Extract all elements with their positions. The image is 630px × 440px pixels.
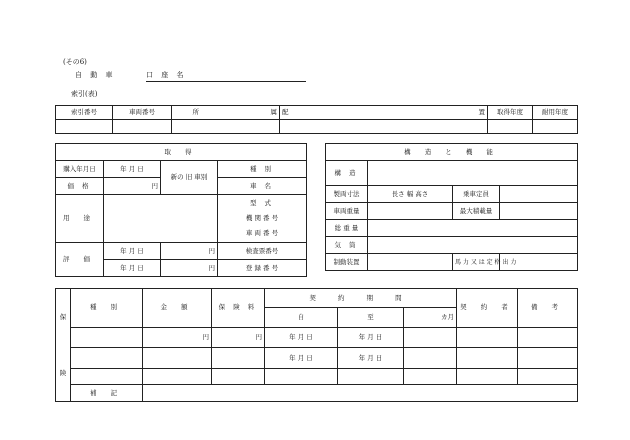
col-affiliation-1: 所 — [172, 106, 220, 120]
chassis-no-label: 車 両 番 号 — [245, 229, 279, 237]
engine-no-label: 機 関 番 号 — [245, 214, 279, 222]
model-label: 型 式 — [249, 199, 275, 207]
valuation-date-2: 年 月 日 — [104, 260, 161, 277]
inspection-no-label: 検査票番号 — [218, 243, 307, 260]
structure-label: 構 造 — [326, 161, 368, 186]
valuation-yen-2: 円 — [161, 260, 218, 277]
col-index-no: 索引番号 — [56, 106, 113, 120]
contract-period-label: 契 約 期 間 — [265, 289, 457, 308]
cylinders-label: 気 筒 — [326, 237, 368, 254]
insurance-side-label: 保 険 — [56, 289, 71, 402]
col-affiliation-2: 属 — [220, 106, 280, 120]
usage-label: 用 途 — [56, 195, 104, 243]
structure-table — [325, 143, 578, 271]
index-table — [55, 105, 578, 134]
vehicle-weight-label: 車両重量 — [326, 203, 368, 220]
amount-yen: 円 — [143, 327, 212, 348]
account-name-line — [146, 81, 306, 82]
months-label: カ月 — [404, 308, 457, 327]
account-name-label: 口 座 名 — [146, 71, 187, 79]
remarks-label: 備 考 — [518, 289, 578, 328]
structure-title: 構 造 と 機 能 — [326, 144, 578, 161]
acquisition-title: 取 得 — [56, 144, 307, 161]
to-label: 至 — [338, 308, 404, 327]
to-date-1: 年 月 日 — [338, 327, 404, 348]
col-useful-life: 耐用年度 — [533, 106, 578, 120]
premium-yen: 円 — [212, 327, 265, 348]
kind-label: 種 別 — [218, 161, 307, 178]
valuation-label: 評 価 — [56, 243, 104, 277]
from-label: 自 — [265, 308, 338, 327]
dimensions-label: 製両寸法 — [326, 186, 368, 203]
premium-label: 保 険 料 — [212, 289, 265, 328]
col-placement-1: 配 — [280, 106, 418, 120]
col-placement-2: 置 — [418, 106, 488, 120]
capacity-label: 乗車定員 — [453, 186, 500, 203]
acquisition-table — [55, 143, 307, 277]
vehicle-label: 自 動 車 — [75, 71, 116, 79]
valuation-yen-1: 円 — [161, 243, 218, 260]
to-date-2: 年 月 日 — [338, 348, 404, 369]
car-name-label: 車 名 — [218, 178, 307, 195]
brakes-label: 制動装置 — [326, 254, 368, 271]
col-acquisition-year: 取得年度 — [488, 106, 533, 120]
index-heading: 索引(表) — [71, 90, 98, 98]
from-date-1: 年 月 日 — [265, 327, 338, 348]
contractor-label: 契 約 者 — [457, 289, 518, 328]
horsepower-label: 馬 力 又 は 定 格 出 力 — [453, 254, 500, 271]
gross-weight-label: 総 重 量 — [326, 220, 368, 237]
insurance-amount-label: 金 額 — [143, 289, 212, 328]
max-load-label: 最大積載量 — [453, 203, 500, 220]
price-label: 価 格 — [56, 178, 104, 195]
registration-no-label: 登 録 番 号 — [218, 260, 307, 277]
purchase-date-label: 購入年月日 — [56, 161, 104, 178]
valuation-date-1: 年 月 日 — [104, 243, 161, 260]
page-number: (その6) — [63, 58, 87, 66]
insurance-table — [55, 288, 578, 402]
notes-label: 補 記 — [71, 385, 143, 402]
col-vehicle-no: 車両番号 — [113, 106, 172, 120]
new-old-label: 新の 旧 車別 — [161, 161, 218, 195]
dimensions-values: 長さ 幅 高さ — [368, 186, 453, 203]
price-yen: 円 — [104, 178, 161, 195]
purchase-date-value: 年 月 日 — [104, 161, 161, 178]
insurance-kind-label: 種 別 — [71, 289, 143, 328]
from-date-2: 年 月 日 — [265, 348, 338, 369]
